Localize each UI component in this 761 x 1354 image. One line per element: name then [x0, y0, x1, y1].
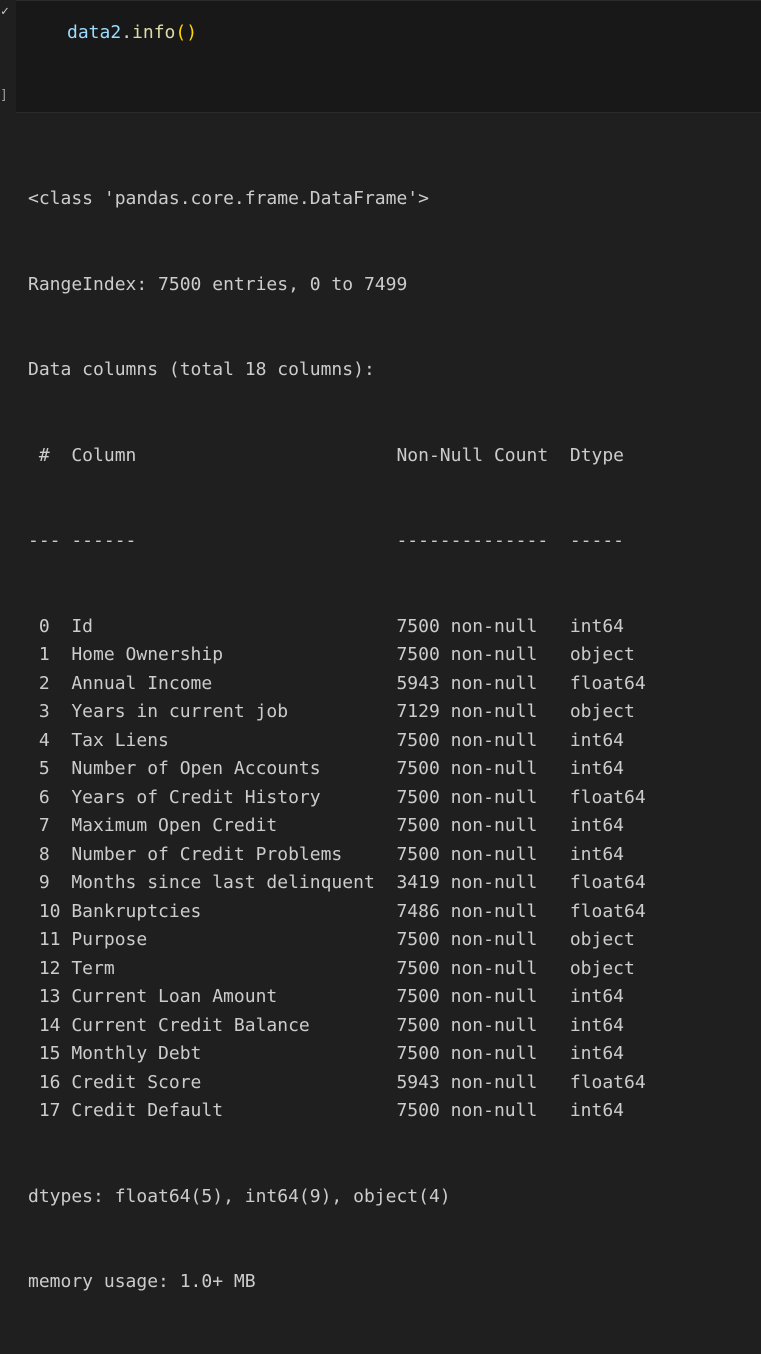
row-count: 7500 non-null	[396, 1043, 538, 1064]
row-num: 16	[28, 1071, 61, 1093]
code-dot: .	[121, 22, 133, 43]
row-num: 6	[28, 786, 50, 808]
code-parens: ()	[175, 22, 198, 43]
cell-bracket-icon[interactable]: ]	[0, 88, 8, 103]
info-table-row	[28, 983, 646, 1012]
separator-dtype: -----	[569, 530, 625, 551]
row-dtype: int64	[569, 1014, 625, 1036]
row-num: 11	[28, 929, 61, 950]
code-variable: data2	[67, 22, 122, 43]
row-column: Current Credit Balance	[71, 1014, 310, 1036]
info-table-row	[28, 926, 646, 955]
row-dtype: int64	[569, 729, 625, 751]
row-num: 12	[28, 957, 61, 979]
row-dtype: float64	[569, 872, 646, 893]
row-column: Term	[71, 957, 115, 979]
row-column: Months since last delinquent	[71, 872, 375, 893]
code-function: info	[132, 22, 176, 43]
separator-count: --------------	[396, 530, 549, 551]
code-line[interactable]	[67, 21, 197, 45]
row-num: 17	[28, 1100, 61, 1121]
execution-success-icon: ✓	[1, 4, 9, 19]
separator-num: ---	[28, 530, 61, 551]
info-table-row	[28, 898, 646, 927]
info-table-row	[28, 698, 646, 727]
row-count: 7500 non-null	[396, 843, 538, 865]
row-dtype: float64	[569, 1071, 646, 1093]
row-dtype: int64	[569, 615, 625, 637]
info-table-row	[28, 755, 646, 784]
row-num: 1	[28, 644, 50, 665]
row-column: Credit Score	[71, 1071, 202, 1093]
row-count: 5943 non-null	[396, 1071, 538, 1093]
output-range-index: RangeIndex: 7500 entries, 0 to 7499	[28, 273, 408, 295]
row-dtype: object	[569, 644, 635, 665]
output-class-line: <class 'pandas.core.frame.DataFrame'>	[28, 188, 429, 209]
row-column: Id	[71, 615, 94, 637]
row-column: Years of Credit History	[71, 786, 321, 808]
row-dtype: int64	[569, 843, 625, 865]
row-column: Tax Liens	[71, 729, 169, 751]
row-count: 7500 non-null	[396, 1100, 538, 1121]
row-column: Number of Open Accounts	[71, 758, 321, 779]
row-column: Credit Default	[71, 1100, 224, 1121]
row-column: Monthly Debt	[71, 1043, 202, 1064]
row-dtype: int64	[569, 758, 625, 779]
output-dtypes-summary: dtypes: float64(5), int64(9), object(4)	[28, 1185, 451, 1207]
row-count: 7500 non-null	[396, 929, 538, 950]
header-count: Non-Null Count	[396, 444, 549, 466]
info-table-row	[28, 670, 646, 699]
row-count: 7129 non-null	[396, 701, 538, 722]
row-count: 7500 non-null	[396, 815, 538, 836]
row-column: Purpose	[71, 929, 148, 950]
row-dtype: int64	[569, 1100, 625, 1121]
info-table-row	[28, 812, 646, 841]
separator-column: ------	[71, 530, 137, 551]
row-count: 5943 non-null	[396, 672, 538, 694]
info-table-row	[28, 784, 646, 813]
row-dtype: int64	[569, 815, 625, 836]
row-num: 2	[28, 672, 50, 694]
header-column: Column	[71, 444, 137, 466]
info-table-header	[28, 442, 646, 471]
row-dtype: object	[569, 701, 635, 722]
info-table-row	[28, 841, 646, 870]
row-num: 5	[28, 758, 50, 779]
row-count: 7500 non-null	[396, 986, 538, 1007]
info-table-separator	[28, 527, 646, 556]
info-table-row	[28, 1069, 646, 1098]
row-num: 9	[28, 872, 50, 893]
info-table-row	[28, 1097, 646, 1126]
row-column: Number of Credit Problems	[71, 843, 343, 865]
row-num: 0	[28, 615, 50, 637]
code-cell-editor[interactable]	[16, 0, 761, 113]
row-dtype: object	[569, 929, 635, 950]
info-table-row	[28, 955, 646, 984]
row-column: Bankruptcies	[71, 900, 202, 922]
row-num: 3	[28, 701, 50, 722]
info-table-row	[28, 727, 646, 756]
info-table-row	[28, 869, 646, 898]
row-dtype: float64	[569, 900, 646, 922]
row-count: 7500 non-null	[396, 786, 538, 808]
row-num: 8	[28, 843, 50, 865]
row-count: 7500 non-null	[396, 644, 538, 665]
row-count: 7500 non-null	[396, 957, 538, 979]
row-num: 14	[28, 1014, 61, 1036]
header-num: #	[28, 444, 50, 466]
output-data-columns: Data columns (total 18 columns):	[28, 359, 375, 380]
row-column: Maximum Open Credit	[71, 815, 278, 836]
row-num: 10	[28, 900, 61, 922]
row-num: 4	[28, 729, 50, 751]
info-table-rows	[28, 613, 646, 1126]
row-column: Years in current job	[71, 701, 289, 722]
row-column: Home Ownership	[71, 644, 224, 665]
row-column: Annual Income	[71, 672, 213, 694]
info-table-row	[28, 1040, 646, 1069]
row-count: 7500 non-null	[396, 615, 538, 637]
output-memory-usage: memory usage: 1.0+ MB	[28, 1271, 256, 1292]
info-table-row	[28, 641, 646, 670]
row-dtype: object	[569, 957, 635, 979]
cell-output	[28, 128, 646, 1354]
row-num: 7	[28, 815, 50, 836]
row-dtype: int64	[569, 986, 625, 1007]
info-table-row	[28, 613, 646, 642]
row-dtype: int64	[569, 1043, 625, 1064]
header-dtype: Dtype	[569, 444, 625, 466]
row-count: 7486 non-null	[396, 900, 538, 922]
row-dtype: float64	[569, 672, 646, 694]
info-table-row	[28, 1012, 646, 1041]
row-count: 7500 non-null	[396, 1014, 538, 1036]
row-count: 7500 non-null	[396, 758, 538, 779]
row-num: 15	[28, 1043, 61, 1064]
row-dtype: float64	[569, 786, 646, 808]
row-column: Current Loan Amount	[71, 986, 278, 1007]
row-count: 7500 non-null	[396, 729, 538, 751]
row-count: 3419 non-null	[396, 872, 538, 893]
row-num: 13	[28, 986, 61, 1007]
